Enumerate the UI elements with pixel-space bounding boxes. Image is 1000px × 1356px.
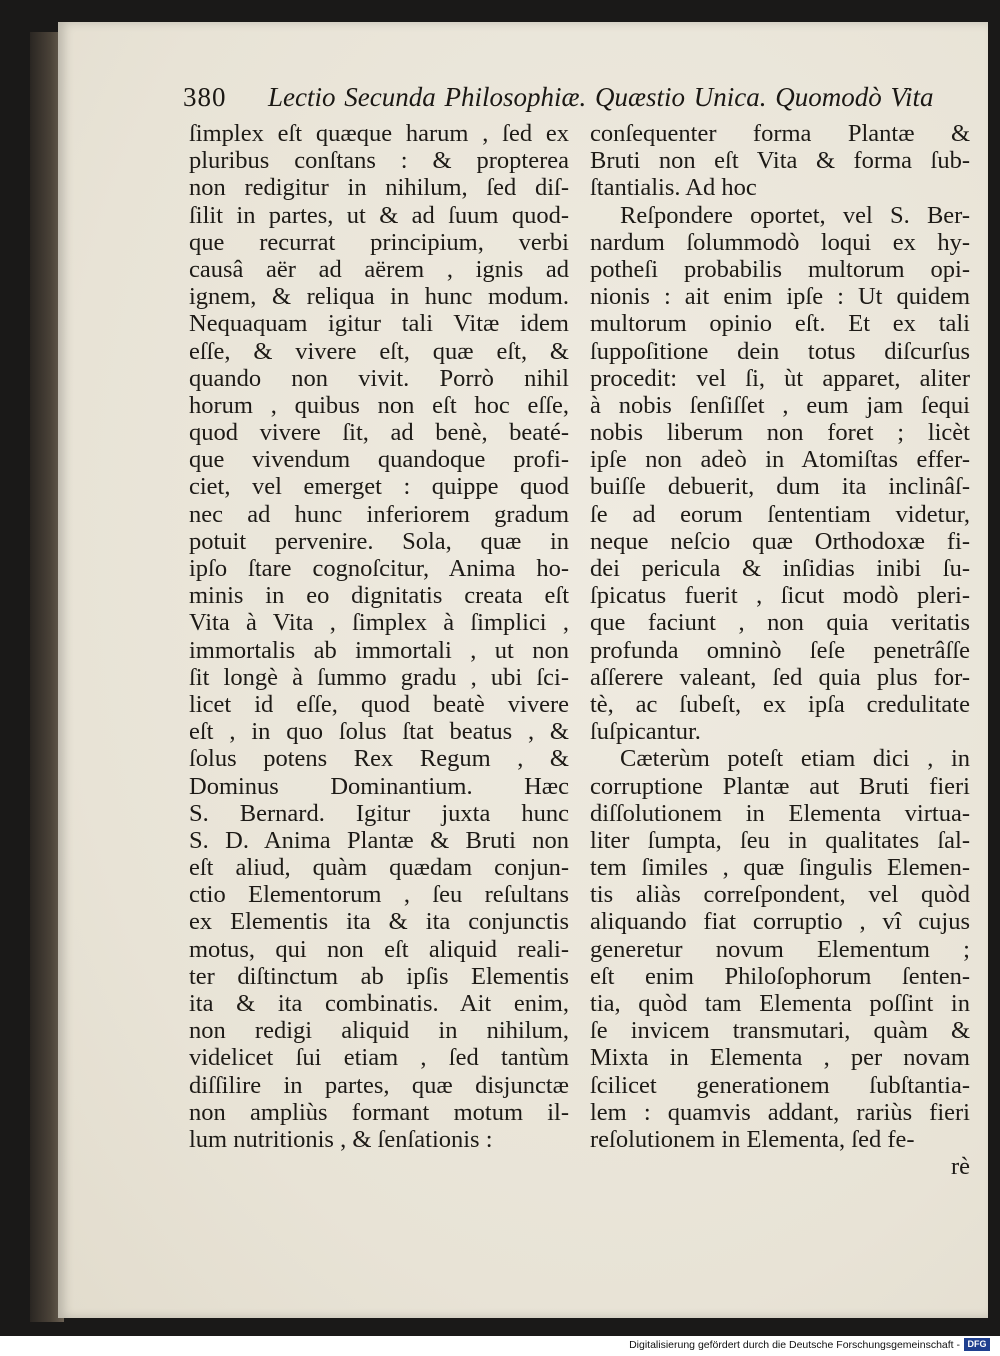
left-text-column [189, 120, 569, 1153]
text-line: ipſe non adeò in Atomiſtas effer- [590, 446, 970, 474]
text-line: causâ aër ad aërem , ignis ad [189, 255, 569, 283]
text-line: nec ad hunc inferiorem gradum [189, 500, 569, 528]
text-line: minis in eo dignitatis creata eſt [189, 582, 569, 610]
text-line: videlicet ſui etiam , ſed tantùm [189, 1044, 569, 1072]
text-line: S. Bernard. Igitur juxta hunc [189, 799, 569, 827]
page-number: 380 [183, 82, 227, 112]
text-line: tè, ac ſubeſt, ex ipſa credulitate [590, 690, 970, 718]
text-line: reſolutionem in Elementa, ſed fe- [590, 1125, 915, 1153]
text-line: tis aliàs correſpondent, vel quòd [590, 881, 970, 909]
text-line: nardum ſolummodò loqui ex hy- [590, 228, 970, 256]
text-line: profunda omninò ſeſe penetrâſſe [590, 636, 970, 664]
text-line: ipſo ſtare cognoſcitur, Anima ho- [189, 555, 569, 582]
text-line: ſit longè à ſummo gradu , ubi ſci- [189, 663, 569, 691]
text-line: Vita à Vita , ſimplex à ſimplici , [189, 609, 569, 637]
text-line: immortalis ab immortali , ut non [189, 636, 569, 664]
text-line: licet id eſſe, quod beatè vivere [189, 690, 569, 718]
text-line: ſimplex eſt quæque harum , ſed ex [189, 120, 569, 147]
text-line: lum nutritionis , & ſenſationis : [189, 1125, 493, 1153]
text-line: liter ſumpta, ſeu in qualitates ſal- [590, 826, 970, 854]
text-line: ter diſtinctum ab ipſis Elementis [189, 962, 569, 990]
text-line: ſuſpicantur. [590, 718, 701, 746]
text-line: generetur novum Elementum ; [590, 935, 970, 963]
page-header [183, 82, 963, 122]
text-line: tem ſimiles , quæ ſingulis Elemen- [590, 854, 970, 882]
text-line: corruptione Plantæ aut Bruti fieri [590, 772, 970, 800]
text-line: à nobis ſenſiſſet , eum jam ſequi [590, 391, 970, 419]
text-line: ex Elementis ita & ita conjunctis [189, 908, 569, 936]
text-line: potuit pervenire. Sola, quæ in [189, 527, 569, 555]
text-line: ſcilicet generationem ſubſtantia- [590, 1071, 970, 1099]
text-line: diſſolutionem in Elementa virtua- [590, 799, 970, 827]
text-line: conſequenter forma Plantæ & [590, 120, 970, 147]
text-line: potheſi probabilis multorum opi- [590, 255, 970, 283]
dfg-logo: DFG [964, 1338, 990, 1351]
text-line: neque neſcio quæ Orthodoxæ fi- [590, 527, 970, 555]
text-line: Dominus Dominantium. Hæc [189, 772, 569, 800]
text-line: ſolus potens Rex Regum , & [189, 745, 569, 773]
text-line: ſtantialis. Ad hoc [590, 174, 757, 202]
text-line: Cæterùm poteſt etiam dici , in [620, 745, 970, 773]
text-line: non redigitur in nihilum, ſed diſ- [189, 174, 569, 202]
text-line: non redigi aliquid in nihilum, [189, 1017, 569, 1045]
text-line: S. D. Anima Plantæ & Bruti non [189, 826, 569, 854]
text-line: ſuppoſitione dein totus diſcurſus [590, 337, 970, 365]
text-line: ciet, vel emerget : quippe quod [189, 473, 569, 501]
text-line: Reſpondere oportet, vel S. Ber- [620, 201, 970, 229]
text-line: quando non vivit. Porrò nihil [189, 364, 569, 392]
text-line: multorum opinio eſt. Et ex tali [590, 310, 970, 338]
text-line: Nequaquam igitur tali Vitæ idem [189, 310, 569, 338]
text-line: horum , quibus non eſt hoc eſſe, [189, 391, 569, 419]
text-line: non ampliùs formant motum il- [189, 1098, 569, 1126]
text-line: eſt , in quo ſolus ſtat beatus , & [189, 718, 569, 746]
text-line: pluribus conſtans : & propterea [189, 147, 569, 175]
text-line: eſt enim Philoſophorum ſenten- [590, 962, 970, 990]
text-line: nobis liberum non foret ; licèt [590, 419, 970, 447]
right-text-column [590, 120, 970, 1180]
text-line: eſſe, & vivere eſt, quæ eſt, & [189, 337, 569, 365]
text-line: diſſilire in partes, quæ disjunctæ [189, 1071, 569, 1099]
text-line: dei pericula & inſidias inibi ſu- [590, 555, 970, 582]
text-line: rè [950, 1153, 970, 1181]
text-line: buiſſe debuerit, dum ita inclinâſ- [590, 473, 970, 501]
text-line: aliquando fiat corruptio , vî cujus [590, 908, 970, 936]
text-line: que faciunt , non quia veritatis [590, 609, 970, 637]
text-line: motus, qui non eſt aliquid reali- [189, 935, 569, 963]
text-line: Mixta in Elementa , per novam [590, 1044, 970, 1072]
running-title: Lectio Secunda Philosophiæ. Quæstio Unica. Quomodò Vita [268, 82, 934, 112]
text-line: aſſerere valeant, ſed quia plus for- [590, 663, 970, 691]
text-line: que recurrat principium, verbi [189, 228, 569, 256]
text-line: procedit: vel ſi, ùt apparet, aliter [590, 364, 970, 392]
text-line: tia, quòd tam Elementa poſſint in [590, 990, 970, 1017]
text-line: Bruti non eſt Vita & forma ſub- [590, 147, 970, 175]
text-line: quod vivere ſit, ad benè, beaté- [189, 419, 569, 447]
text-line: ita & ita combinatis. Ait enim, [189, 990, 569, 1017]
funding-credit: Digitalisierung gefördert durch die Deutsche Forschungsgemeinschaft - [629, 1339, 960, 1351]
text-line: ſilit in partes, ut & ad ſuum quod- [189, 201, 569, 229]
text-line: ignem, & reliqua in hunc modum. [189, 283, 569, 311]
text-line: ctio Elementorum , ſeu reſultans [189, 881, 569, 909]
text-line: ſpicatus fuerit , ſicut modò pleri- [590, 582, 970, 610]
text-line: ſe ad eorum ſententiam videtur, [590, 500, 970, 528]
text-line: nionis : ait enim ipſe : Ut quidem [590, 283, 970, 311]
text-line: que vivendum quandoque profi- [189, 446, 569, 474]
text-line: eſt aliud, quàm quædam conjun- [189, 854, 569, 882]
text-line: lem : quamvis addant, rariùs fieri [590, 1098, 970, 1126]
text-line: ſe invicem transmutari, quàm & [590, 1017, 970, 1045]
